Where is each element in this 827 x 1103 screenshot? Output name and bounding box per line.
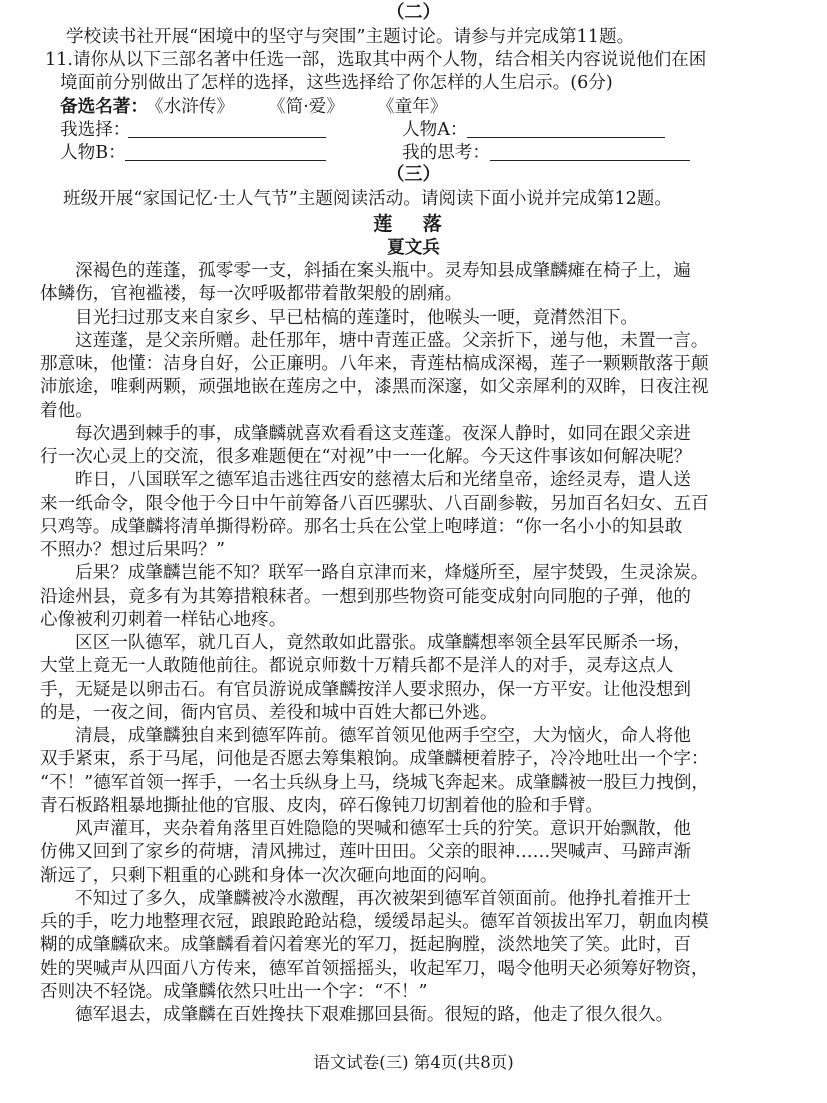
person-a-blank[interactable] [467,137,665,138]
story-author: 夏文兵 [387,237,440,258]
choice-label: 我选择： [60,120,131,140]
story-line: 双手紧束，系于马尾，问他是否愿去筹集粮饷。成肇麟梗着脖子，冷冷地吐出一个字： [40,749,709,770]
story-line: 深褐色的莲蓬，孤零零一支，斜插在案头瓶中。灵寿知县成肇麟瘫在椅子上，遍 [75,261,691,281]
story-line: 大堂上竟无一人敢随他前往。都说京师数十万精兵都不是洋人的对手，灵寿这点人 [40,656,674,677]
story-line: 着他。 [40,400,93,421]
story-line: 行一次心灵上的交流，很多难题便在“对视”中一一化解。今天这件事该如何解决呢？ [40,447,692,467]
story-line: 否则决不轻饶。成肇麟依然只吐出一个字：“不！” [40,981,428,1002]
books-label: 备选名著： [60,96,148,117]
story-line: 那意味，他懂：洁身自好，公正廉明。八年来，青莲枯槁成深褐，莲子一颗颗散落于颠 [40,354,709,374]
book-jane-eyre: 《简·爱》 [268,97,344,117]
story-line: 区区一队德军，就几百人，竟然敢如此嚣张。成肇麟想率领全县军民厮杀一场， [75,633,691,653]
story-line: 手，无疑是以卵击石。有官员游说成肇麟按洋人要求照办，保一方平安。让他没想到 [40,679,691,700]
story-line: 沛旅途，唯剩两颗，顽强地嵌在莲房之中，漆黑而深邃，如父亲犀利的双眸，日夜注视 [40,377,709,398]
book-water-margin: 《水浒传》 [146,97,234,117]
section-heading-3: （三） [386,164,441,185]
story-line: “不！”德军首领一挥手，一名士兵纵身上马，绕城飞奔起来。成肇麟被一股巨力拽倒， [40,772,709,793]
story-line: 只鸡等。成肇麟将清单撕得粉碎。那名士兵在公堂上咆哮道：“你一名小小的知县敢 [40,516,683,537]
story-line: 不知过了多久，成肇麟被冷水激醒，再次被架到德军首领面前。他挣扎着推开士 [75,888,691,909]
story-line: 糊的成肇麟砍来。成肇麟看着闪着寒光的军刀，挺起胸膛，淡然地笑了笑。此时，百 [40,935,691,956]
thinking-label: 我的思考： [402,143,490,163]
person-b-blank[interactable] [125,160,326,161]
story-line: 青石板路粗暴地撕扯他的官服、皮肉，碎石像钝刀切割着他的脸和手臂。 [40,795,604,816]
section-2-intro: 学校读书社开展“困境中的坚守与突围”主题讨论。请参与并完成第11题。 [66,27,635,47]
story-line: 这莲蓬，是父亲所赠。赴任那年，塘中青莲正盛。父亲折下，递与他，未置一言。 [75,330,709,351]
book-childhood: 《童年》 [377,97,448,117]
thinking-blank[interactable] [490,160,690,161]
page-footer: 语文试卷(三) 第4页(共8页) [313,1053,514,1072]
story-line: 德军退去，成肇麟在百姓搀扶下艰难挪回县衙。很短的路，他走了很久很久。 [75,1005,674,1025]
section-heading-2: （二） [386,2,441,23]
story-line: 昨日，八国联军之德军追击逃往西安的慈禧太后和光绪皇帝，途经灵寿，遣人送 [75,470,691,491]
story-line: 清晨，成肇麟独自来到德军阵前。德军首领见他两手空空，大为恼火，命人将他 [75,726,691,746]
story-line: 的是，一夜之间，衙内官员、差役和城中百姓大都已外逃。 [40,702,498,723]
story-line: 仿佛又回到了家乡的荷塘，清风拂过，莲叶田田。父亲的眼神……哭喊声、马蹄声渐 [40,842,691,863]
question-11-line-1: 11.请你从以下三部名著中任选一部，选取其中两个人物，结合相关内容说说他们在困 [45,50,707,70]
story-line: 心像被利刃刺着一样钻心地疼。 [40,609,287,630]
person-a-label: 人物A： [402,120,468,140]
story-line: 目光扫过那支来自家乡、早已枯槁的莲蓬时，他喉头一哽，竟潸然泪下。 [75,307,639,328]
story-line: 体鳞伤，官袍褴褛，每一次呼吸都带着散架般的剧痛。 [40,284,463,305]
choice-blank[interactable] [128,137,326,138]
story-line: 不照办？想过后果吗？” [40,540,225,560]
story-title: 莲 落 [373,213,454,235]
story-line: 后果？成肇麟岂能不知？联军一路自京津而来，烽燧所至，屋宇焚毁，生灵涂炭。 [75,563,709,584]
section-3-intro: 班级开展“家国记忆·士人气节”主题阅读活动。请阅读下面小说并完成第12题。 [63,189,672,209]
story-line: 风声灌耳，夹杂着角落里百姓隐隐的哭喊和德军士兵的狞笑。意识开始飘散，他 [75,819,691,839]
story-line: 沿途州县，竟多有为其筹措粮秣者。一想到那些物资可能变成射向同胞的子弹，他的 [40,586,691,607]
story-line: 姓的哭喊声从四面八方传来，德军首领摇摇头，收起军刀，喝令他明天必须筹好物资， [40,958,709,979]
story-line: 渐远了，只剩下粗重的心跳和身体一次次砸向地面的闷响。 [40,865,498,886]
story-line: 每次遇到棘手的事，成肇麟就喜欢看看这支莲蓬。夜深人静时，如同在跟父亲进 [75,423,691,444]
person-b-label: 人物B： [60,143,126,163]
story-line: 兵的手，吃力地整理衣冠，踉踉跄跄站稳，缓缓昂起头。德军首领拔出军刀，朝血肉模 [40,912,709,932]
story-line: 来一纸命令，限令他于今日中午前筹备八百匹骡驮、八百副参鞍，另加百名妇女、五百 [40,493,709,514]
question-11-line-2: 境面前分别做出了怎样的选择，这些选择给了你怎样的人生启示。(6分) [60,73,613,93]
